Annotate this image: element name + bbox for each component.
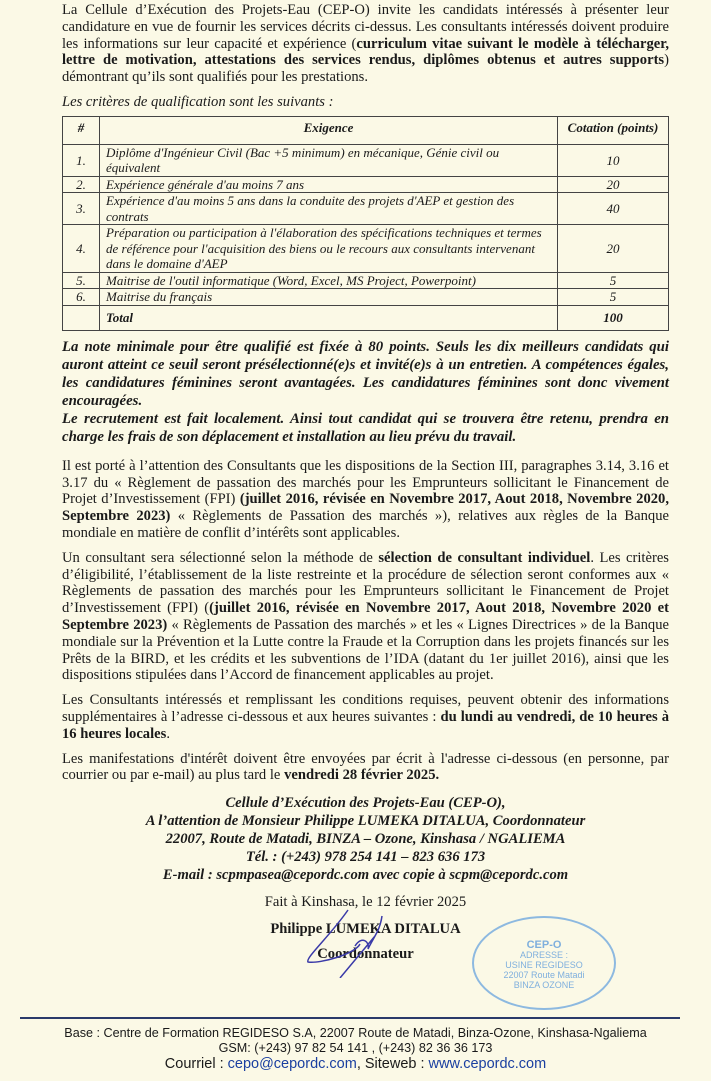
signature-block bbox=[62, 894, 669, 991]
text: . bbox=[166, 725, 170, 742]
row-requirement: Maitrise de l'outil informatique (Word, Excel, MS Project, Powerpoint) bbox=[100, 272, 558, 289]
row-requirement: Expérience d'au moins 5 ans dans la conduite des projets d'AEP et gestion des contrats bbox=[100, 193, 558, 225]
table-header-row bbox=[63, 116, 669, 144]
col-exigence: Exigence bbox=[100, 116, 558, 144]
official-stamp bbox=[472, 916, 616, 1010]
email-label: Courriel : bbox=[164, 1056, 228, 1072]
minimum-score-notice: La note minimale pour être qualifié est fixée à 80 points. Seuls les dix meilleurs candidats qui auront atteint ce seuil seront présélectionné(e)s et invité(e)s à un entretien. A compétences égales, les candidatures féminines seront avantagées. Les candidatures féminines sont donc vivement encouragées. bbox=[62, 338, 669, 409]
stamp-line: USINE REGIDESO bbox=[505, 960, 583, 971]
stamp-line: BINZA OZONE bbox=[513, 980, 575, 991]
row-requirement: Diplôme d'Ingénieur Civil (Bac +5 minimum) en mécanique, Génie civil ou équivalent bbox=[100, 144, 558, 176]
row-requirement: Préparation ou participation à l'élaboration des spécifications techniques et termes de référence pour l'acquisition des biens ou le recours aux consultants intervenant dans le domaine d'AEP bbox=[100, 225, 558, 273]
bold-text: sélection de consultant individuel bbox=[378, 549, 591, 566]
text: La Cellule d’Exécution des Projets-Eau (CEP-O) invite les candidats intéressés à présenter leur candidature en vue de fournir les services décrits ci-dessus. Les consultants intéressés doivent produire les informations sur leur capacité et expérience ( bbox=[62, 2, 669, 52]
body-section bbox=[62, 458, 669, 784]
text: Les manifestations d'intérêt doivent être envoyées par écrit à l'adresse ci-dessous (en personne, par courrier ou par e-mail) au plus tard le bbox=[62, 750, 669, 784]
criteria-table bbox=[62, 116, 669, 331]
stamp-line: ADRESSE : bbox=[519, 950, 568, 961]
criteria-intro: Les critères de qualification sont les suivants : bbox=[62, 93, 334, 110]
text: . Les critères d’éligibilité, l’établissement de la liste restreinte et la procédure de sélection seront conformes aux « Règlements de passation des marchés pour les Emprunteurs sollicitant le Financement de Projet d’Investissement (FPI) ( bbox=[62, 549, 669, 617]
table-row bbox=[63, 193, 669, 225]
address-email: E-mail : scpmpasea@cepordc.com avec copie à scpm@cepordc.com bbox=[162, 867, 569, 884]
email-link[interactable]: cepo@cepordc.com bbox=[227, 1056, 357, 1072]
paragraph bbox=[62, 751, 669, 785]
bold-text: (juillet 2016, révisée en Novembre 2017, Aout 2018, Novembre 2020, Septembre 2023) bbox=[62, 491, 669, 525]
signer-title: Coordonnateur bbox=[317, 945, 414, 962]
row-number: 6. bbox=[63, 289, 100, 306]
address-block bbox=[62, 794, 669, 884]
table-row bbox=[63, 289, 669, 306]
paragraph bbox=[62, 550, 669, 684]
paragraph bbox=[62, 2, 669, 86]
bold-text: curriculum vitae suivant le modèle à télécharger, lettre de motivation, attestations des services rendus, diplômes obtenus et autres supports bbox=[62, 35, 670, 69]
text: « Règlements de Passation des marchés » et les « Lignes Directrices » de la Banque mondiale sur la Prévention et la Lutte contre la Fraude et la Corruption dans les projets financés sur les Prêts de la BIRD, et les crédits et les subventions de l’IDA (datant du 1er juillet 2016), ainsi que les dispositions stipulées dans l’Accord de financement applicables au projet. bbox=[62, 616, 669, 684]
total-label: Total bbox=[100, 305, 558, 330]
website-link[interactable]: www.cepordc.com bbox=[428, 1056, 547, 1072]
text: Il est porté à l’attention des Consultants que les dispositions de la Section III, paragraphes 3.14, 3.16 et 3.17 du « Règlement de passation des marchés pour les Emprunteurs sollicitant le Financement de Projet d’Investissement (FPI) bbox=[62, 457, 669, 508]
row-points: 5 bbox=[558, 289, 669, 306]
table-row bbox=[63, 225, 669, 273]
total-value: 100 bbox=[558, 305, 669, 330]
row-number: 5. bbox=[63, 272, 100, 289]
row-points: 40 bbox=[558, 193, 669, 225]
footer bbox=[0, 1017, 711, 1079]
paragraph bbox=[62, 692, 669, 742]
footer-divider bbox=[20, 1017, 680, 1019]
handwritten-signature bbox=[300, 908, 410, 978]
site-label: , Siteweb : bbox=[356, 1056, 429, 1072]
col-cotation: Cotation (points) bbox=[558, 116, 669, 144]
row-requirement: Maitrise du français bbox=[100, 289, 558, 306]
stamp-line: CEP-O bbox=[526, 939, 562, 952]
row-number: 1. bbox=[63, 144, 100, 176]
row-points: 10 bbox=[558, 144, 669, 176]
text: ) démontrant qu’ils sont qualifiés pour les prestations. bbox=[62, 52, 669, 86]
place-date: Fait à Kinshasa, le 12 février 2025 bbox=[264, 894, 467, 911]
total-row bbox=[63, 305, 669, 330]
row-requirement: Expérience générale d'au moins 7 ans bbox=[100, 176, 558, 193]
table-row bbox=[63, 176, 669, 193]
row-points: 20 bbox=[558, 176, 669, 193]
table-row bbox=[63, 272, 669, 289]
paragraph bbox=[62, 458, 669, 542]
address-line: Tél. : (+243) 978 254 141 – 823 636 173 bbox=[245, 849, 486, 866]
text: Les Consultants intéressés et remplissant les conditions requises, peuvent obtenir des informations supplémentaires à l’adresse ci-dessous et aux heures suivantes : bbox=[62, 692, 669, 725]
address-line: Cellule d’Exécution des Projets-Eau (CEP-O), bbox=[225, 795, 506, 812]
text: « Règlements de Passation des marchés »), relatives aux règles de la Banque mondiale en matière de conflit d’intérêts sont applicables. bbox=[62, 508, 669, 541]
intro-section bbox=[62, 2, 669, 86]
row-number: 3. bbox=[63, 193, 100, 225]
bold-text: (juillet 2016, révisée en Novembre 2017, Aout 2018, Novembre 2020 et Septembre 2023) bbox=[62, 600, 669, 633]
row-points: 5 bbox=[558, 272, 669, 289]
footer-contacts bbox=[0, 1056, 711, 1073]
address-line: A l’attention de Monsieur Philippe LUMEKA DITALUA, Coordonnateur bbox=[145, 813, 586, 830]
bold-text: vendredi 28 février 2025. bbox=[284, 767, 440, 784]
col-number: # bbox=[63, 116, 100, 144]
footer-phone: GSM: (+243) 97 82 54 141 , (+243) 82 36 36 173 bbox=[218, 1041, 493, 1055]
signer-name: Philippe LUMEKA DITALUA bbox=[270, 920, 461, 937]
address-line: 22007, Route de Matadi, BINZA – Ozone, Kinshasa / NGALIEMA bbox=[165, 831, 566, 848]
stamp-line: 22007 Route Matadi bbox=[503, 970, 585, 981]
total-empty bbox=[63, 305, 100, 330]
local-recruitment-notice: Le recrutement est fait localement. Ainsi tout candidat qui se trouvera être retenu, prendra en charge les frais de son déplacement et installation au lieu prévu du travail. bbox=[62, 410, 669, 445]
table-row bbox=[63, 144, 669, 176]
text: Un consultant sera sélectionné selon la méthode de bbox=[62, 549, 379, 566]
row-points: 20 bbox=[558, 225, 669, 273]
row-number: 2. bbox=[63, 176, 100, 193]
bold-text: du lundi au vendredi, de 10 heures à 16 heures locales bbox=[62, 708, 669, 742]
footer-address: Base : Centre de Formation REGIDESO S.A, 22007 Route de Matadi, Binza-Ozone, Kinshasa-Ngaliema bbox=[64, 1026, 647, 1040]
document-body bbox=[62, 2, 670, 991]
row-number: 4. bbox=[63, 225, 100, 273]
